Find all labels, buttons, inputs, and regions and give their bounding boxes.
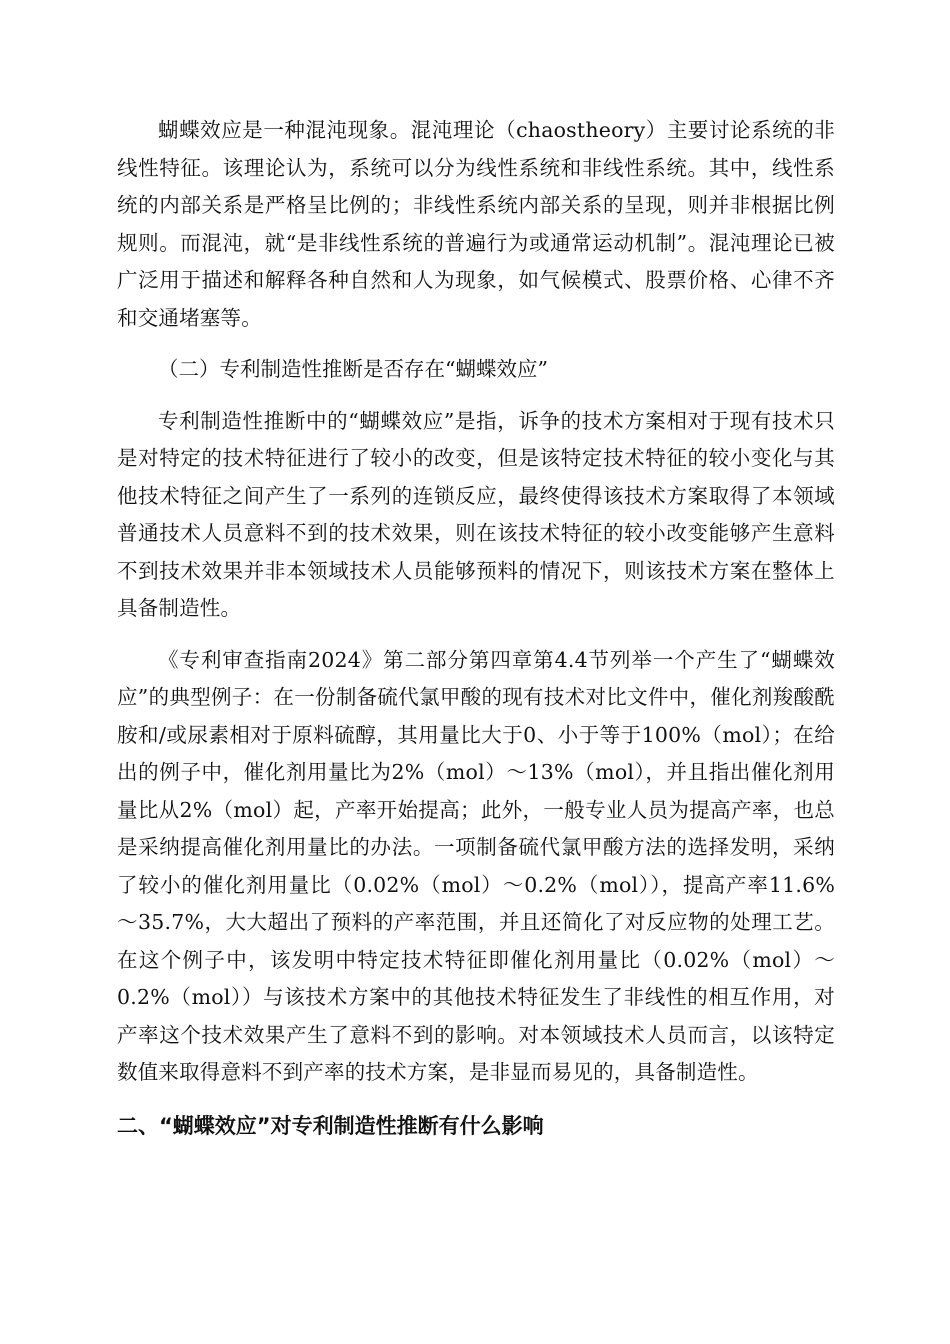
document-page: [117, 112, 835, 1145]
paragraph-butterfly-effect-definition: 专利制造性推断中的“蝴蝶效应”是指，诉争的技术方案相对于现有技术只是对特定的技术特征进行了较小的改变，但是该特定技术特征的较小变化与其他技术特征之间产生了一系列的连锁反应，最终使得该技术方案取得了本领域普通技术人员意料不到的技术效果，则在该技术特征的较小改变能够产生意料不到技术效果并非本领域技术人员能够预料的情况下，则该技术方案在整体上具备制造性。: [117, 408, 835, 620]
section-heading-influence: 二、“蝴蝶效应”对专利制造性推断有什么影响: [117, 1113, 544, 1138]
paragraph-examination-guide-example: 《专利审查指南2024》第二部分第四章第4.4节列举一个产生了“蝴蝶效应”的典型例子：在一份制备硫代氯甲酸的现有技术对比文件中，催化剂羧酸酰胺和/或尿素相对于原料硫醇，其用量比大于0、小于等于100%（mol）；在给出的例子中，催化剂用量比为2%（mol）～13%（mol），并且指出催化剂用量比从2%（mol）起，产率开始提高；此外，一般专业人员为提高产率，也总是采纳提高催化剂用量比的办法。一项制备硫代氯甲酸方法的选择发明，采纳了较小的催化剂用量比（0.02%（mol）～0.2%（mol）），提高产率11.6%～35.7%，大大超出了预料的产率范围，并且还简化了对反应物的处理工艺。在这个例子中，该发明中特定技术特征即催化剂用量比（0.02%（mol）～0.2%（mol））与该技术方案中的其他技术特征发生了非线性的相互作用，对产率这个技术效果产生了意料不到的影响。对本领域技术人员而言，以该特定数值来取得意料不到产率的技术方案，是非显而易见的，具备制造性。: [117, 647, 835, 1084]
paragraph-chaos-theory: 蝴蝶效应是一种混沌现象。混沌理论（chaostheory）主要讨论系统的非线性特征。该理论认为，系统可以分为线性系统和非线性系统。其中，线性系统的内部关系是严格呈比例的；非线性系统内部关系的呈现，则并非根据比例规则。而混沌，就“是非线性系统的普遍行为或通常运动机制”。混沌理论已被广泛用于描述和解释各种自然和人为现象，如气候模式、股票价格、心律不齐和交通堵塞等。: [117, 118, 835, 330]
subheading-butterfly-effect-exists: （二）专利制造性推断是否存在“蝴蝶效应”: [158, 357, 548, 381]
